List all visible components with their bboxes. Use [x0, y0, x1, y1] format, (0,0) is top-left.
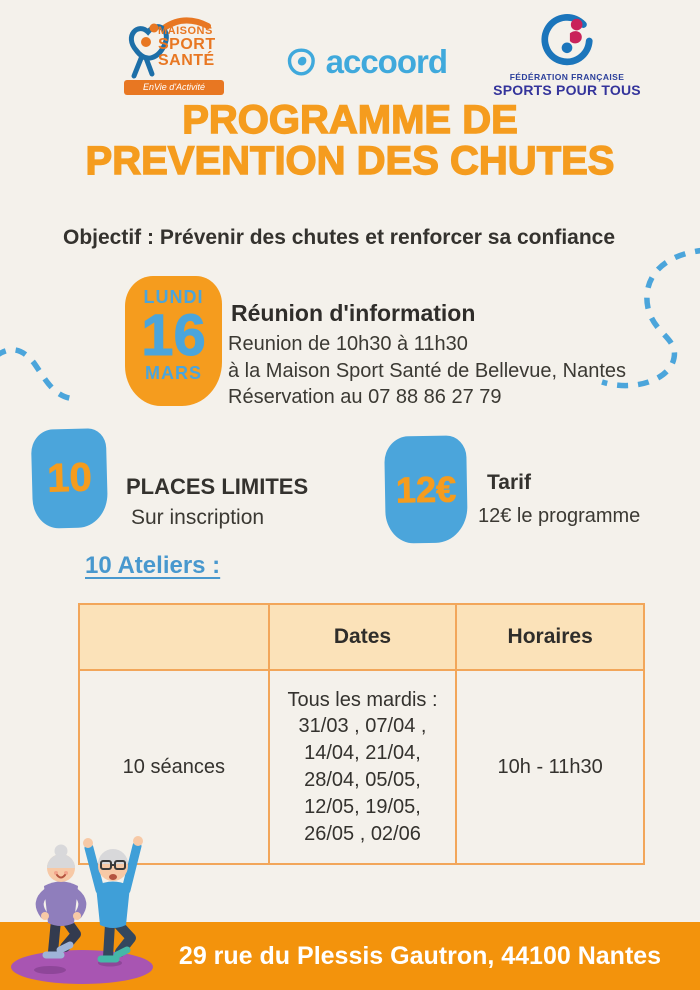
objective-text: Objectif : Prévenir des chutes et renforcer sa confiance: [63, 226, 616, 249]
places-title: PLACES LIMITES: [126, 474, 309, 499]
tarif-blob: [384, 435, 468, 543]
dashed-curve-left-icon: [0, 344, 90, 410]
dates-line: Tous les mardis :: [287, 688, 438, 711]
table-header-row: [80, 605, 643, 671]
footer-address: 29 rue du Plessis Gautron, 44100 Nantes: [178, 942, 662, 970]
table-header-dates: Dates: [268, 605, 456, 669]
page-title-line2: PREVENTION DES CHUTES: [85, 138, 615, 183]
cell-dates: [268, 671, 456, 863]
dates-line: 26/05 , 02/06: [304, 822, 421, 845]
table-header-horaires: Horaires: [455, 605, 643, 669]
dashed-curve-right-icon: [592, 238, 700, 400]
date-badge: [125, 276, 222, 406]
dates-line: 31/03 , 07/04 ,: [298, 715, 427, 738]
places-value: 10: [46, 455, 93, 501]
date-badge-month: MARS: [145, 363, 202, 384]
places-subtitle: Sur inscription: [131, 506, 265, 529]
date-badge-weekday: LUNDI: [143, 287, 204, 307]
dates-line: 12/05, 19/05,: [304, 795, 421, 818]
page-title-line1: PROGRAMME DE: [182, 98, 518, 142]
accoord-shield-icon: [287, 39, 316, 85]
tarif-title: Tarif: [487, 471, 531, 494]
cell-seances: 10 séances: [122, 755, 225, 778]
seniors-exercising-illustration: [4, 826, 156, 988]
ffspt-line1: FÉDÉRATION FRANÇAISE: [509, 72, 625, 82]
date-badge-day: 16: [141, 303, 206, 368]
table-row: [80, 671, 643, 863]
page-title: [0, 100, 700, 182]
ffspt-line2: SPORTS POUR TOUS: [493, 82, 641, 98]
dates-line: 28/04, 05/05,: [304, 769, 421, 791]
maisons-sport-sante-wordmark: [158, 26, 216, 69]
meeting-line-time: Reunion de 10h30 à 11h30: [228, 333, 468, 355]
senior-woman: [40, 845, 83, 956]
cell-horaires: 10h - 11h30: [455, 671, 643, 863]
meeting-line-phone: Réservation au 07 88 86 27 79: [228, 386, 502, 409]
meeting-title: Réunion d'information: [231, 300, 476, 326]
tarif-subtitle: 12€ le programme: [478, 505, 641, 527]
mss-line1: MAISONS: [158, 25, 213, 37]
tarif-value: 12€: [395, 467, 457, 511]
dates-line: 14/04, 21/04,: [304, 742, 421, 765]
mss-line3: SANTÉ: [158, 52, 215, 69]
workshops-heading: 10 Ateliers :: [85, 552, 221, 579]
mss-banner: EnVie d'Activité: [124, 80, 224, 95]
meeting-details: [228, 331, 626, 411]
meeting-line-place: à la Maison Sport Santé de Bellevue, Nantes: [228, 359, 627, 382]
table-header-empty: [80, 605, 268, 669]
sports-pour-tous-logo: [492, 12, 642, 107]
mss-line2: SPORT: [158, 36, 216, 53]
workshops-table: [78, 603, 645, 865]
maisons-sport-sante-logo: [112, 12, 232, 100]
senior-man: [83, 836, 143, 959]
accoord-logo: [287, 36, 447, 88]
places-blob: [31, 428, 109, 529]
sports-pour-tous-emblem-icon: [538, 12, 596, 70]
accoord-wordmark: accoord: [325, 43, 447, 80]
